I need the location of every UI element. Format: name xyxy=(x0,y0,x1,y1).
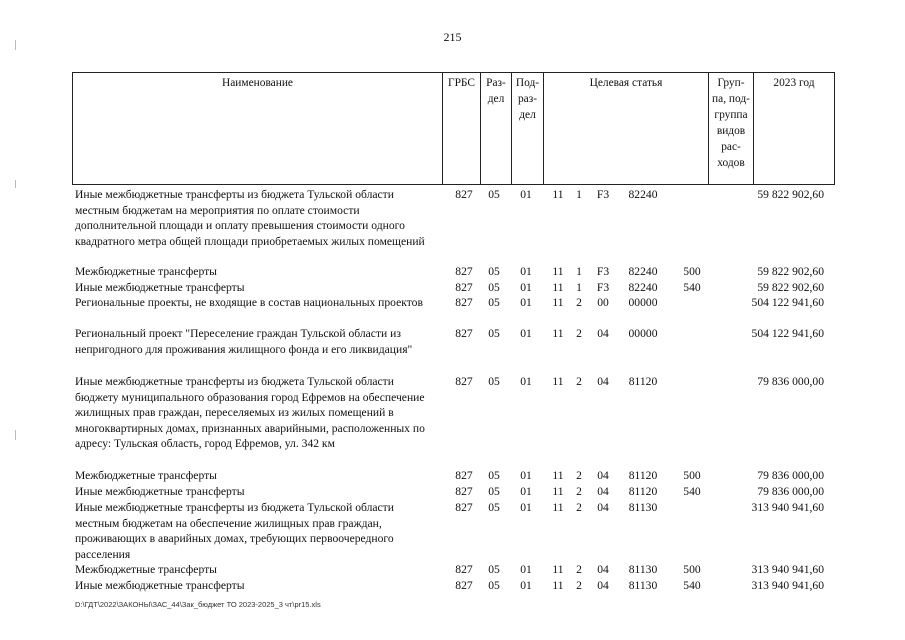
row-amount: 313 940 941,60 xyxy=(751,501,824,514)
row-target-3: 04 xyxy=(597,563,609,576)
row-razdel: 05 xyxy=(488,327,500,340)
row-group: 540 xyxy=(683,579,701,592)
row-razdel: 05 xyxy=(488,469,500,482)
row-podrazdel: 01 xyxy=(520,501,532,514)
row-target-2: 1 xyxy=(576,188,582,201)
row-target-1: 11 xyxy=(552,265,564,278)
row-grbs: 827 xyxy=(455,501,473,514)
row-target-1: 11 xyxy=(552,296,564,309)
row-name: Иные межбюджетные трансферты xyxy=(75,281,245,294)
row-podrazdel: 01 xyxy=(520,563,532,576)
row-razdel: 05 xyxy=(488,375,500,388)
row-name: Региональный проект "Переселение граждан Тульской области из непригодного для проживания жилищного фонда и его ликвидация" xyxy=(75,327,413,356)
row-target-1: 11 xyxy=(552,469,564,482)
header-year: 2023 год xyxy=(754,73,835,185)
row-podrazdel: 01 xyxy=(520,327,532,340)
row-razdel: 05 xyxy=(488,188,500,201)
row-podrazdel: 01 xyxy=(520,281,532,294)
row-podrazdel: 01 xyxy=(520,188,532,201)
row-razdel: 05 xyxy=(488,485,500,498)
page-number: 215 xyxy=(443,30,462,44)
row-name: Региональные проекты, не входящие в состав национальных проектов xyxy=(75,296,423,309)
row-podrazdel: 01 xyxy=(520,265,532,278)
row-amount: 504 122 941,60 xyxy=(751,296,824,309)
row-target-2: 2 xyxy=(576,579,582,592)
row-group: 500 xyxy=(683,265,701,278)
row-target-2: 2 xyxy=(576,327,582,340)
row-target-4: 81130 xyxy=(628,579,658,592)
row-name: Иные межбюджетные трансферты из бюджета Тульской области бюджету муниципального образования город Ефремов на обеспечение жилищных прав граждан, переселяемых из жилых помещений в многоквартирных домах, признанных аварийными, расположенных по адресу: Тульская область, город Ефремов, ул. 342 км xyxy=(75,375,425,450)
row-target-3: 04 xyxy=(597,469,609,482)
header-group: Груп- па, под- группа видов рас- ходов xyxy=(709,73,754,185)
row-razdel: 05 xyxy=(488,563,500,576)
row-target-1: 11 xyxy=(552,375,564,388)
header-podrazdel: Под- раз- дел xyxy=(512,73,544,185)
row-target-4: 81120 xyxy=(628,469,658,482)
row-name: Иные межбюджетные трансферты из бюджета Тульской области местным бюджетам на мероприятия по оплате стоимости дополнительной площади и оплату превышения стоимости одного квадратного метра общей площади приобретаемых жилых помещений xyxy=(75,188,425,248)
row-amount: 59 822 902,60 xyxy=(757,281,824,294)
row-target-4: 81130 xyxy=(628,501,658,514)
header-target: Целевая статья xyxy=(544,73,709,185)
row-target-3: 04 xyxy=(597,501,609,514)
row-amount: 79 836 000,00 xyxy=(757,375,824,388)
row-target-3: 00 xyxy=(597,296,609,309)
header-name: Наименование xyxy=(73,73,443,185)
row-target-4: 81130 xyxy=(628,563,658,576)
row-podrazdel: 01 xyxy=(520,375,532,388)
row-target-3: 04 xyxy=(597,327,609,340)
row-target-4: 00000 xyxy=(628,296,658,309)
row-target-3: F3 xyxy=(596,265,610,278)
row-grbs: 827 xyxy=(455,188,473,201)
header-razdel: Раз- дел xyxy=(481,73,512,185)
row-podrazdel: 01 xyxy=(520,485,532,498)
row-target-2: 2 xyxy=(576,296,582,309)
row-grbs: 827 xyxy=(455,485,473,498)
row-grbs: 827 xyxy=(455,281,473,294)
row-amount: 59 822 902,60 xyxy=(757,265,824,278)
row-target-1: 11 xyxy=(552,327,564,340)
row-grbs: 827 xyxy=(455,469,473,482)
row-target-4: 00000 xyxy=(628,327,658,340)
row-amount: 313 940 941,60 xyxy=(751,563,824,576)
row-target-2: 1 xyxy=(576,281,582,294)
row-target-2: 2 xyxy=(576,375,582,388)
row-target-4: 82240 xyxy=(628,265,658,278)
row-target-2: 2 xyxy=(576,501,582,514)
row-name: Иные межбюджетные трансферты xyxy=(75,579,245,592)
margin-mark xyxy=(15,430,16,440)
row-target-3: 04 xyxy=(597,485,609,498)
row-target-1: 11 xyxy=(552,281,564,294)
header-grbs: ГРБС xyxy=(443,73,481,185)
row-grbs: 827 xyxy=(455,579,473,592)
row-name: Иные межбюджетные трансферты xyxy=(75,485,245,498)
row-target-1: 11 xyxy=(552,563,564,576)
row-amount: 59 822 902,60 xyxy=(757,188,824,201)
row-group: 500 xyxy=(683,563,701,576)
row-podrazdel: 01 xyxy=(520,579,532,592)
row-target-3: F3 xyxy=(596,281,610,294)
row-name: Межбюджетные трансферты xyxy=(75,469,217,482)
row-group: 540 xyxy=(683,281,701,294)
row-target-2: 1 xyxy=(576,265,582,278)
row-target-3: F3 xyxy=(596,188,610,201)
row-target-1: 11 xyxy=(552,188,564,201)
row-grbs: 827 xyxy=(455,563,473,576)
margin-mark xyxy=(15,180,16,188)
row-grbs: 827 xyxy=(455,327,473,340)
row-grbs: 827 xyxy=(455,375,473,388)
row-target-2: 2 xyxy=(576,563,582,576)
row-name: Иные межбюджетные трансферты из бюджета Тульской области местным бюджетам на обеспечение жилищных прав граждан, проживающих в аварийных домах, требующих первоочередного расселения xyxy=(75,501,394,561)
row-razdel: 05 xyxy=(488,501,500,514)
row-grbs: 827 xyxy=(455,265,473,278)
row-group: 540 xyxy=(683,485,701,498)
row-target-4: 82240 xyxy=(628,188,658,201)
row-name: Межбюджетные трансферты xyxy=(75,265,217,278)
row-amount: 79 836 000,00 xyxy=(757,485,824,498)
row-podrazdel: 01 xyxy=(520,469,532,482)
row-razdel: 05 xyxy=(488,265,500,278)
row-target-1: 11 xyxy=(552,501,564,514)
row-target-2: 2 xyxy=(576,485,582,498)
row-name: Межбюджетные трансферты xyxy=(75,563,217,576)
row-razdel: 05 xyxy=(488,281,500,294)
row-target-1: 11 xyxy=(552,485,564,498)
row-target-2: 2 xyxy=(576,469,582,482)
table-header xyxy=(72,72,835,185)
row-group: 500 xyxy=(683,469,701,482)
row-podrazdel: 01 xyxy=(520,296,532,309)
row-amount: 504 122 941,60 xyxy=(751,327,824,340)
row-target-4: 82240 xyxy=(628,281,658,294)
file-path-footer: D:\ГДТ\2022\ЗАКОНЫ\ЗАС_44\Зак_бюджет ТО 2023-2025_3 чт\pr15.xls xyxy=(75,600,321,609)
row-razdel: 05 xyxy=(488,296,500,309)
row-target-3: 04 xyxy=(597,375,609,388)
row-grbs: 827 xyxy=(455,296,473,309)
row-razdel: 05 xyxy=(488,579,500,592)
row-target-3: 04 xyxy=(597,579,609,592)
row-target-4: 81120 xyxy=(628,485,658,498)
row-target-4: 81120 xyxy=(628,375,658,388)
row-amount: 313 940 941,60 xyxy=(751,579,824,592)
row-amount: 79 836 000,00 xyxy=(757,469,824,482)
row-target-1: 11 xyxy=(552,579,564,592)
